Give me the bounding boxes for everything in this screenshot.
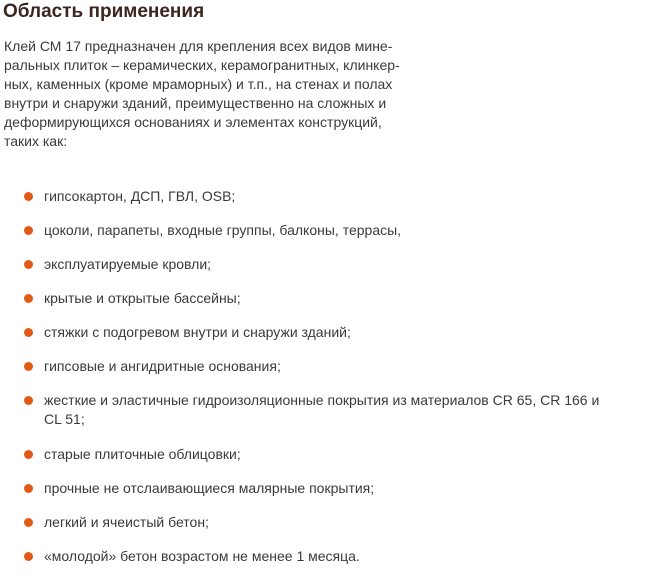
orange-bullet-icon	[24, 552, 33, 561]
list-item-text: CL 51;	[44, 411, 85, 427]
list-item-text: эксплуатируемые кровли;	[44, 256, 212, 272]
application-list	[0, 187, 653, 581]
section-heading: Область применения	[3, 1, 205, 22]
list-item	[0, 323, 653, 342]
list-item-text: прочные не отслаивающиеся малярные покрытия;	[44, 480, 375, 496]
list-item	[0, 221, 653, 240]
orange-bullet-icon	[24, 518, 33, 527]
orange-bullet-icon	[24, 260, 33, 269]
orange-bullet-icon	[24, 362, 33, 371]
list-item-text: крытые и открытые бассейны;	[44, 290, 241, 306]
list-item-text: гипсовые и ангидритные основания;	[44, 358, 281, 374]
intro-line: таких как:	[4, 133, 68, 149]
list-item	[0, 479, 653, 498]
list-item	[0, 547, 653, 566]
intro-line: ральных плиток – керамических, керамогранитных, клинкер-	[4, 57, 400, 73]
orange-bullet-icon	[24, 226, 33, 235]
list-item-text: стяжки с подогревом внутри и снаружи зданий;	[44, 324, 351, 340]
list-item	[0, 513, 653, 532]
orange-bullet-icon	[24, 192, 33, 201]
list-item	[0, 255, 653, 274]
intro-line: внутри и снаружи зданий, преимущественно на сложных и	[4, 95, 387, 111]
list-item	[0, 445, 653, 464]
list-item-text: гипсокартон, ДСП, ГВЛ, OSB;	[44, 188, 236, 204]
intro-line: Клей СМ 17 предназначен для крепления всех видов мине-	[4, 38, 393, 54]
list-item	[0, 357, 653, 376]
list-item-text: «молодой» бетон возрастом не менее 1 месяца.	[44, 548, 360, 564]
intro-line: деформирующихся основаниях и элементах конструкций,	[4, 114, 382, 130]
orange-bullet-icon	[24, 450, 33, 459]
orange-bullet-icon	[24, 328, 33, 337]
list-item-text: старые плиточные облицовки;	[44, 446, 241, 462]
list-item-text: жесткие и эластичные гидроизоляционные покрытия из материалов CR 65, CR 166 и	[44, 392, 600, 408]
intro-line: ных, каменных (кроме мраморных) и т.п., на стенах и полах	[4, 76, 393, 92]
list-item-text: цоколи, парапеты, входные группы, балконы, террасы,	[44, 222, 402, 238]
orange-bullet-icon	[24, 484, 33, 493]
list-item	[0, 289, 653, 308]
list-item	[0, 187, 653, 206]
list-item-text: легкий и ячеистый бетон;	[44, 514, 209, 530]
orange-bullet-icon	[24, 396, 33, 405]
list-item	[0, 391, 653, 429]
intro-paragraph	[4, 37, 444, 151]
orange-bullet-icon	[24, 294, 33, 303]
